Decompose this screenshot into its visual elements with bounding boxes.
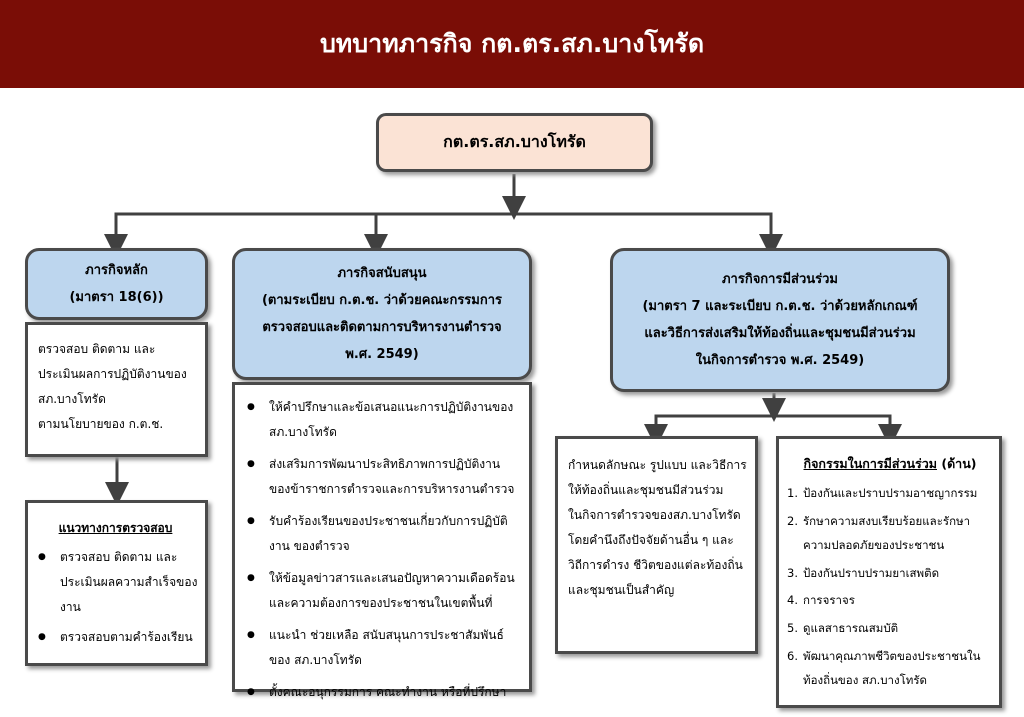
activity-item: 4. การจราจร [787,593,855,608]
main-mission-line: ประเมินผลการปฏิบัติงานของ [38,367,187,381]
activity-item: 3. ป้องกันปราบปรามยาเสพติด [787,565,940,580]
main-mission-subtitle: (มาตรา 18(6)) [69,290,164,305]
support-mission-subtitle: (ตามระเบียบ ก.ต.ช. ว่าด้วยคณะกรรมการ [261,293,503,308]
activities-suffix: (ด้าน) [937,456,977,471]
criteria-line: กำหนดลักษณะ รูปแบบ และวิธีการ [568,458,747,472]
participation-mission-subtitle: และวิธีการส่งเสริมให้ท้องถิ่นและชุมชนมีส่วนร่วม [644,326,916,341]
support-item: ● แนะนำ ช่วยเหลือ สนับสนุนการประชาสัมพันธ์ ของ สภ.บางโทรัด [241,623,517,673]
activity-item: 2. รักษาความสงบเรียบร้อยและรักษาความปลอดภัยของประชาชน [787,513,971,553]
support-mission-body [232,382,532,699]
participation-mission-header [610,248,950,392]
criteria-box [555,436,758,654]
support-mission-subtitle: พ.ศ. 2549) [345,347,419,362]
guideline-item: ● ตรวจสอบตามคำร้องเรียน [32,625,199,650]
support-item: ● ส่งเสริมการพัฒนาประสิทธิภาพการปฏิบัติงานของข้าราชการตำรวจและการบริหารงานตำรวจ [241,452,517,502]
activity-item: 1. ป้องกันและปราบปรามอาชญากรรม [787,486,978,500]
participation-mission-subtitle: ในกิจการตำรวจ พ.ศ. 2549) [695,353,865,368]
activity-item: 5. ดูแลสาธารณสมบัติ [787,620,899,635]
support-item: ● ตั้งคณะอนุกรรมการ คณะทำงาน หรือที่ปรึกษา [241,680,517,705]
root-label: กต.ตร.สภ.บางโทรัด [443,132,586,151]
activity-item: 6. พัฒนาคุณภาพชีวิตของประชาชนในท้องถิ่นของ สภ.บางโทรัด [787,648,981,688]
participation-split-line [656,416,890,434]
participation-mission-subtitle: (มาตรา 7 และระเบียบ ก.ต.ช. ว่าด้วยหลักเกณฑ์ [642,299,918,314]
main-mission-body [25,322,208,457]
criteria-line: ในกิจการตำรวจของสภ.บางโทรัด [568,508,741,522]
criteria-line: วิถีการดำรง ชีวิตของแต่ละท้องถิ่น [568,558,743,572]
guideline-item: ● ตรวจสอบ ติดตาม และประเมินผลความสำเร็จของงาน [32,545,199,620]
support-item: ● ให้ข้อมูลข่าวสารและเสนอปัญหาความเดือดร้อนและความต้องการของประชาชนในเขตพื้นที่ [241,566,517,616]
activities-title: กิจกรรมในการมีส่วนร่วม [803,456,937,471]
support-mission-title: ภารกิจสนับสนุน [337,266,427,281]
guideline-box [25,500,208,666]
main-mission-line: ตามนโยบายของ ก.ต.ช. [38,417,164,431]
support-mission-subtitle: ตรวจสอบและติดตามการบริหารงานตำรวจ [262,320,502,335]
activities-heading [787,451,993,477]
criteria-line: โดยคำนึงถึงปัจจัยด้านอื่น ๆ และ [568,533,734,547]
support-item: ● ให้คำปรึกษาและข้อเสนอแนะการปฏิบัติงานของ สภ.บางโทรัด [241,395,517,445]
support-item: ● รับคำร้องเรียนของประชาชนเกี่ยวกับการปฏิบัติงาน ของตำรวจ [241,509,517,559]
activities-box [776,436,1002,708]
main-mission-line: สภ.บางโทรัด [38,392,106,406]
main-mission-header [25,248,208,320]
criteria-line: ให้ท้องถิ่นและชุมชนมีส่วนร่วม [568,483,724,497]
page-title: บทบาทภารกิจ กต.ตร.สภ.บางโทรัด [319,29,705,58]
branch-bar-line [116,214,771,244]
main-mission-line: ตรวจสอบ ติดตาม และ [38,342,156,356]
root-node [376,113,653,172]
guideline-title: แนวทางการตรวจสอบ [58,521,173,535]
criteria-line: และชุมชนเป็นสำคัญ [568,583,675,597]
support-mission-header [232,248,532,380]
participation-mission-title: ภารกิจการมีส่วนร่วม [721,272,839,287]
main-mission-title: ภารกิจหลัก [85,263,148,278]
